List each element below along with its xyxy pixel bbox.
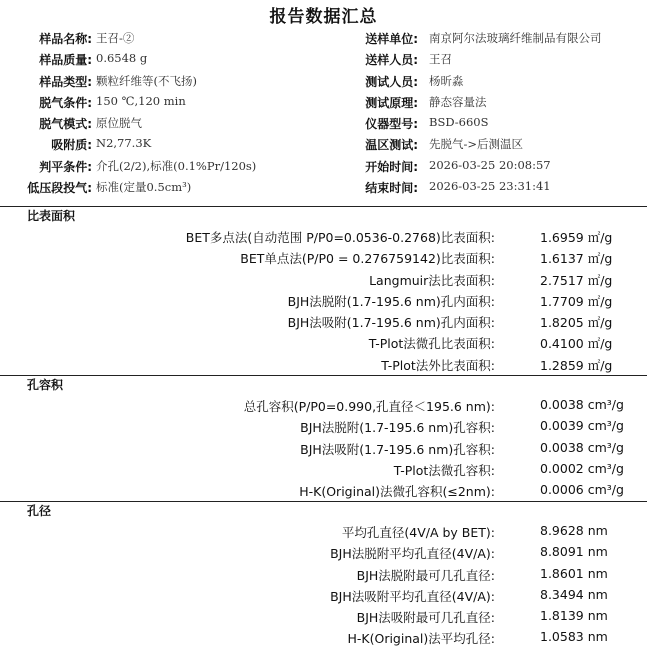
start-time-label: 开始时间: bbox=[365, 159, 418, 174]
table-row bbox=[0, 226, 647, 247]
info-row bbox=[0, 91, 647, 112]
low-pressure-dose-label: 低压段投气: bbox=[27, 181, 92, 196]
metric-value: 8.9628 nm bbox=[540, 523, 608, 538]
metric-label: BJH法吸附最可几孔直径: bbox=[356, 610, 495, 626]
pore-volume-section bbox=[0, 375, 647, 501]
table-row bbox=[0, 627, 647, 648]
table-row bbox=[0, 311, 647, 332]
metric-value: 0.0039 cm³/g bbox=[540, 418, 624, 434]
sample-type-label: 样品类型: bbox=[39, 74, 92, 89]
temp-zone-label: 温区测试: bbox=[365, 138, 418, 153]
metric-value: 1.6137 ㎡/g bbox=[540, 251, 613, 267]
metric-label: BJH法脱附(1.7-195.6 nm)孔容积: bbox=[300, 420, 495, 436]
metric-label: BJH法脱附平均孔直径(4V/A): bbox=[330, 546, 495, 562]
table-row bbox=[0, 354, 647, 375]
metric-value: 0.0038 cm³/g bbox=[540, 439, 624, 455]
metric-label: BET多点法(自动范围 P/P0=0.0536-0.2768)比表面积: bbox=[185, 230, 495, 245]
pore-diameter-section bbox=[0, 501, 647, 649]
sender-unit-value: 南京阿尔法玻璃纤维制品有限公司 bbox=[429, 31, 602, 45]
sender-person-value: 王召 bbox=[429, 52, 452, 67]
metric-value: 1.0583 nm bbox=[540, 629, 608, 645]
metric-label: T-Plot法微孔容积: bbox=[393, 462, 495, 478]
info-row bbox=[0, 176, 647, 197]
metric-value: 1.8601 nm bbox=[540, 565, 608, 581]
table-row bbox=[0, 459, 647, 480]
metric-label: BET单点法(P/P0 = 0.276759142)比表面积: bbox=[240, 251, 495, 267]
metric-value: 1.6959 ㎡/g bbox=[540, 230, 613, 245]
metric-value: 8.3494 nm bbox=[540, 586, 608, 602]
equilibrium-value: 介孔(2/2),标准(0.1%Pr/120s) bbox=[96, 158, 257, 173]
sample-info bbox=[0, 27, 647, 197]
metric-label: H-K(Original)法平均孔径: bbox=[347, 631, 495, 647]
info-row bbox=[0, 27, 647, 48]
table-row bbox=[0, 269, 647, 290]
metric-value: 0.4100 ㎡/g bbox=[540, 336, 613, 352]
metric-label: BJH法脱附(1.7-195.6 nm)孔内面积: bbox=[287, 293, 495, 309]
sender-person-label: 送样人员: bbox=[365, 53, 418, 68]
instrument-model-value: BSD-660S bbox=[429, 115, 489, 130]
end-time-label: 结束时间: bbox=[365, 181, 418, 196]
table-row bbox=[0, 290, 647, 311]
table-row bbox=[0, 332, 647, 353]
table-row bbox=[0, 395, 647, 416]
table-row bbox=[0, 247, 647, 268]
metric-value: 0.0038 cm³/g bbox=[540, 397, 624, 412]
table-row bbox=[0, 585, 647, 606]
surface-area-section bbox=[0, 206, 647, 375]
metric-value: 0.0002 cm³/g bbox=[540, 460, 624, 476]
degas-condition-label: 脱气条件: bbox=[39, 95, 92, 110]
metric-value: 1.8205 ㎡/g bbox=[540, 315, 613, 331]
test-principle-value: 静态容量法 bbox=[429, 94, 487, 109]
table-row bbox=[0, 606, 647, 627]
metric-label: H-K(Original)法微孔容积(≤2nm): bbox=[299, 484, 495, 500]
test-principle-label: 测试原理: bbox=[365, 95, 418, 110]
low-pressure-dose-value: 标准(定量0.5cm³) bbox=[96, 180, 192, 195]
tester-label: 测试人员: bbox=[365, 74, 418, 89]
info-row bbox=[0, 112, 647, 133]
table-row bbox=[0, 416, 647, 437]
sample-type-value: 颗粒纤维等(不飞扬) bbox=[96, 73, 197, 88]
sample-mass-value: 0.6548 g bbox=[96, 51, 148, 66]
section-heading: 孔容积 bbox=[0, 375, 647, 395]
section-heading: 孔径 bbox=[0, 501, 647, 521]
sample-name-label: 样品名称: bbox=[39, 32, 92, 46]
info-row bbox=[0, 133, 647, 154]
table-row bbox=[0, 564, 647, 585]
degas-mode-label: 脱气模式: bbox=[39, 117, 92, 132]
table-row bbox=[0, 542, 647, 563]
metric-label: 平均孔直径(4V/A by BET): bbox=[341, 525, 495, 540]
metric-label: T-Plot法微孔比表面积: bbox=[368, 336, 495, 352]
metric-value: 2.7517 ㎡/g bbox=[540, 272, 613, 288]
info-row bbox=[0, 155, 647, 176]
metric-label: Langmuir法比表面积: bbox=[369, 272, 495, 288]
table-row bbox=[0, 521, 647, 542]
adsorbate-value: N2,77.3K bbox=[96, 136, 152, 151]
info-row bbox=[0, 70, 647, 91]
table-row bbox=[0, 438, 647, 459]
metric-label: BJH法吸附(1.7-195.6 nm)孔内面积: bbox=[287, 315, 495, 331]
sample-name-value: 王召-② bbox=[96, 31, 135, 45]
degas-condition-value: 150 ℃,120 min bbox=[96, 93, 186, 108]
metric-value: 1.2859 ㎡/g bbox=[540, 357, 613, 373]
adsorbate-label: 吸附质: bbox=[51, 138, 92, 153]
metric-value: 0.0006 cm³/g bbox=[540, 482, 624, 498]
degas-mode-value: 原位脱气 bbox=[96, 116, 142, 131]
end-time-value: 2026-03-25 23:31:41 bbox=[429, 179, 551, 194]
report-title: 报告数据汇总 bbox=[269, 7, 378, 27]
info-row bbox=[0, 48, 647, 69]
metric-value: 1.8139 nm bbox=[540, 608, 608, 624]
tester-value: 杨昕淼 bbox=[429, 73, 464, 88]
metric-value: 1.7709 ㎡/g bbox=[540, 293, 613, 309]
sample-mass-label: 样品质量: bbox=[39, 53, 92, 68]
temp-zone-value: 先脱气->后测温区 bbox=[429, 137, 524, 152]
instrument-model-label: 仪器型号: bbox=[365, 117, 418, 132]
metric-label: T-Plot法外比表面积: bbox=[381, 357, 495, 373]
metric-label: 总孔容积(P/P0=0.990,孔直径＜195.6 nm): bbox=[243, 399, 495, 414]
sender-unit-label: 送样单位: bbox=[365, 32, 418, 46]
equilibrium-label: 判平条件: bbox=[39, 159, 92, 174]
section-heading: 比表面积 bbox=[0, 206, 647, 226]
start-time-value: 2026-03-25 20:08:57 bbox=[429, 157, 551, 172]
metric-label: BJH法吸附平均孔直径(4V/A): bbox=[330, 588, 495, 604]
table-row bbox=[0, 480, 647, 501]
metric-label: BJH法脱附最可几孔直径: bbox=[356, 567, 495, 583]
metric-value: 8.8091 nm bbox=[540, 544, 608, 560]
metric-label: BJH法吸附(1.7-195.6 nm)孔容积: bbox=[300, 441, 495, 457]
